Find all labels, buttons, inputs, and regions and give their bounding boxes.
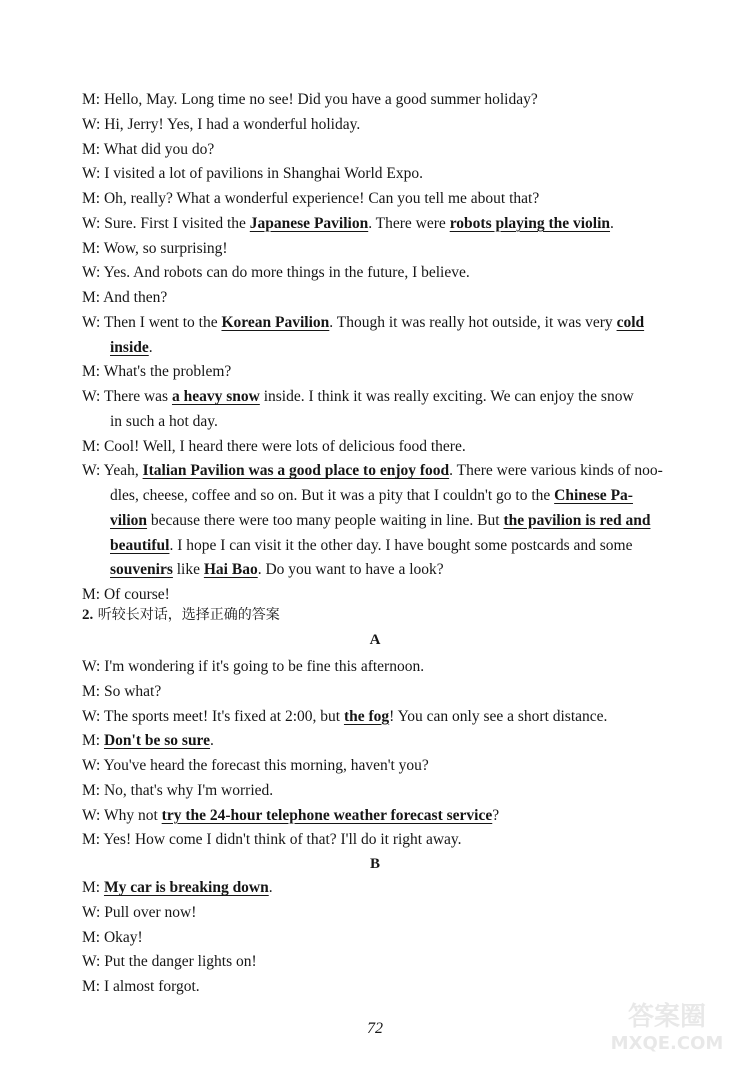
line-text: Sure. First I visited the [100,214,250,232]
line-text: So what? [100,682,162,700]
dialogue-line [82,828,692,853]
answer-text: the fog [343,707,390,725]
line-text: Okay! [100,928,143,946]
line-text: . Though it was really hot outside, it was very [329,313,617,331]
line-text: What's the problem? [100,363,232,381]
line-text: inside. I think it was really exciting. We can enjoy the snow [259,388,634,405]
answer-text: inside [110,338,149,356]
dialogue-line [82,926,692,951]
answer-text: robots playing the violin [449,214,611,232]
speaker-label: M: [82,363,101,381]
line-text: Wow, so surprising! [100,239,228,257]
line-text: There was [100,388,172,405]
dialogue-line [82,435,692,460]
dialogue-line [82,138,692,163]
answer-text: Italian Pavilion was a good place to enjoy food [142,462,450,480]
speaker-label: W: [82,757,101,774]
line-text: Hello, May. Long time no see! Did you have a good summer holiday? [100,91,538,108]
line-text: ! You can only see a short distance. [389,707,608,725]
line-text: Cool! Well, I heard there were lots of delicious food there. [100,437,466,455]
line-text: Pull over now! [100,903,197,921]
speaker-label: M: [82,682,101,700]
line-text: No, that's why I'm worried. [100,781,274,799]
speaker-label: M: [82,831,101,849]
line-text: Then I went to the [100,313,222,331]
line-text: in such a hot day. [110,412,218,430]
speaker-label: M: [82,289,101,306]
section-instruction: 听较长对话，选择正确的答案 [93,607,280,623]
line-text: . [610,214,614,232]
watermark-url: MXQE.COM [610,1033,724,1054]
speaker-label: M: [82,91,101,108]
answer-text: cold [616,313,645,331]
speaker-label: W: [82,658,101,675]
dialogue-line [82,655,692,680]
line-text: I visited a lot of pavilions in Shanghai World Expo. [100,165,424,183]
line-text: Yeah, [100,462,143,480]
line-text: The sports meet! It's fixed at 2:00, but [100,707,344,725]
dialogue-line [82,459,692,484]
dialogue-line [110,484,692,509]
dialogue-line [110,558,692,583]
line-text: I'm wondering if it's going to be fine this afternoon. [100,658,425,675]
speaker-label: W: [82,903,101,921]
answer-text: beautiful [110,536,170,554]
dialogue-line [82,88,692,113]
dialogue-line [82,705,692,730]
dialogue-line [82,901,692,926]
answer-text: Chinese Pa- [554,487,633,504]
line-text: . [148,338,153,356]
answer-text: Japanese Pavilion [249,214,369,232]
speaker-label: M: [82,140,101,158]
line-text: I almost forgot. [100,978,200,995]
dialogue-line [82,779,692,804]
line-text: You've heard the forecast this morning, haven't you? [100,757,429,774]
page-number: 72 [367,1020,383,1037]
line-text: And then? [100,289,168,306]
dialogue-line [110,534,692,559]
line-text: . I hope I can visit it the other day. I have bought some postcards and some [169,536,633,554]
speaker-label: M: [82,978,101,995]
dialogue-line [82,754,692,779]
speaker-label: W: [82,953,101,971]
section-heading [82,603,692,628]
section-label-b: B [369,856,380,872]
dialogue-line [82,804,692,829]
speaker-label: M: [82,190,101,207]
dialogue-line [82,286,692,311]
dialogue-line [82,261,692,286]
dialogue-line [110,336,692,361]
line-text: because there were too many people waiting in line. But [147,511,504,529]
speaker-label: W: [82,264,101,282]
line-text: Oh, really? What a wonderful experience! Can you tell me about that? [100,190,540,207]
speaker-label: W: [82,313,101,331]
speaker-label: M: [82,928,101,946]
line-text: Yes. And robots can do more things in the future, I believe. [100,264,470,282]
line-text: Hi, Jerry! Yes, I had a wonderful holiday. [100,115,361,133]
speaker-label: W: [82,115,101,133]
answer-text: vilion [110,511,148,529]
dialogue-line [82,212,692,237]
answer-text: Hai Bao [203,561,258,579]
dialogue-line [82,237,692,262]
dialogue-line [82,876,692,901]
line-text: like [172,561,204,579]
dialogue-line [82,162,692,187]
speaker-label: M: [82,879,101,896]
answer-text: a heavy snow [171,388,260,405]
speaker-label: W: [82,214,101,232]
line-text: . [210,732,214,750]
line-text: Yes! How come I didn't think of that? I'll do it right away. [100,831,462,849]
speaker-label: M: [82,586,101,603]
answer-text: My car is breaking down [103,879,269,896]
speaker-label: M: [82,437,101,455]
line-text: dles, cheese, coffee and so on. But it was a pity that I couldn't go to the [110,487,555,504]
dialogue-line [110,410,692,435]
line-text: Of course! [100,586,170,603]
line-text: . Do you want to have a look? [257,561,444,579]
speaker-label: W: [82,388,101,405]
line-text: . There were various kinds of noo- [449,462,663,480]
dialogue-line [82,360,692,385]
speaker-label: M: [82,239,101,257]
dialogue-line [82,113,692,138]
answer-text: try the 24-hour telephone weather forecast service [161,806,493,824]
dialogue-line [82,680,692,705]
speaker-label: M: [82,732,101,750]
dialogue-line [82,187,692,212]
answer-text: Korean Pavilion [221,313,330,331]
line-text: Put the danger lights on! [100,953,257,971]
speaker-label: W: [82,462,101,480]
watermark-logo [592,995,742,1055]
dialogue-line [110,509,692,534]
dialogue-line [82,950,692,975]
answer-text: the pavilion is red and [503,511,651,529]
line-text: . There were [368,214,450,232]
watermark-logo-text: 答案圈 [627,1002,707,1032]
speaker-label: W: [82,165,101,183]
speaker-label: M: [82,781,101,799]
dialogue-line [82,311,692,336]
section-label-a: A [369,632,381,648]
speaker-label: W: [82,806,101,824]
dialogue-line [82,729,692,754]
line-text: ? [492,806,500,824]
answer-text: souvenirs [110,561,173,579]
line-text: . [268,879,273,896]
answer-text: Don't be so sure [103,732,211,750]
line-text: Why not [100,806,162,824]
speaker-label: W: [82,707,101,725]
section-number: 2. [82,607,94,623]
line-text: What did you do? [100,140,215,158]
dialogue-line [82,385,692,410]
